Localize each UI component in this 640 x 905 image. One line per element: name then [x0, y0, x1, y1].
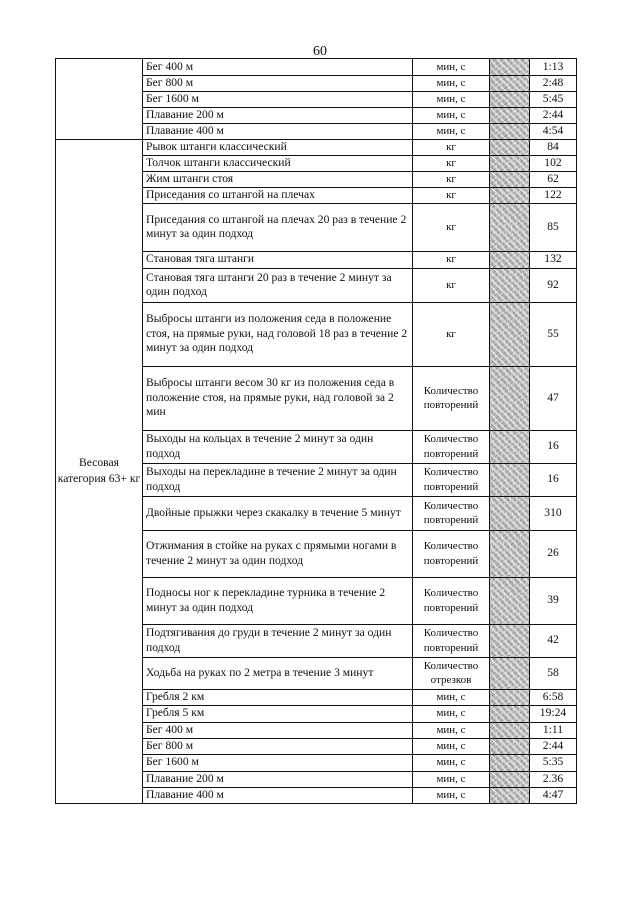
scanned-shading-cell	[490, 787, 530, 803]
unit-cell: Количество повторений	[413, 463, 490, 496]
unit-cell: кг	[413, 203, 490, 251]
unit-cell: мин, с	[413, 705, 490, 722]
unit-cell: Количество повторений	[413, 430, 490, 463]
exercise-name: Двойные прыжки через скакалку в течение 5 минут	[143, 496, 413, 530]
unit-cell: мин, с	[413, 787, 490, 803]
value-cell: 16	[530, 463, 577, 496]
exercise-name: Рывок штанги классический	[143, 140, 413, 156]
unit-cell: мин, с	[413, 76, 490, 92]
unit-cell: мин, с	[413, 689, 490, 705]
value-cell: 2:48	[530, 76, 577, 92]
exercise-name: Плавание 400 м	[143, 124, 413, 140]
unit-cell: кг	[413, 268, 490, 302]
value-cell: 4:54	[530, 124, 577, 140]
exercise-name: Бег 800 м	[143, 738, 413, 754]
value-cell: 6:58	[530, 689, 577, 705]
value-cell: 5:35	[530, 754, 577, 771]
table-row	[56, 59, 577, 76]
scanned-shading-cell	[490, 251, 530, 268]
unit-cell: Количество отрезков	[413, 657, 490, 689]
scanned-shading-cell	[490, 203, 530, 251]
value-cell: 92	[530, 268, 577, 302]
scanned-shading-cell	[490, 124, 530, 140]
exercise-name: Плавание 200 м	[143, 771, 413, 787]
scanned-shading-cell	[490, 92, 530, 108]
unit-cell: Количество повторений	[413, 496, 490, 530]
scanned-shading-cell	[490, 302, 530, 366]
exercise-name: Плавание 400 м	[143, 787, 413, 803]
exercise-name: Выходы на перекладине в течение 2 минут за один подход	[143, 463, 413, 496]
scanned-shading-cell	[490, 722, 530, 738]
unit-cell: кг	[413, 171, 490, 187]
exercise-name: Выходы на кольцах в течение 2 минут за один подход	[143, 430, 413, 463]
unit-cell: мин, с	[413, 108, 490, 124]
scanned-shading-cell	[490, 76, 530, 92]
scanned-shading-cell	[490, 689, 530, 705]
exercise-name: Гребля 5 км	[143, 705, 413, 722]
value-cell: 2.36	[530, 771, 577, 787]
unit-cell: Количество повторений	[413, 530, 490, 577]
exercise-name: Приседания со штангой на плечах 20 раз в течение 2 минут за один подход	[143, 203, 413, 251]
exercise-name: Выбросы штанги из положения седа в положение стоя, на прямые руки, над головой 18 раз в течение 2 минут за один подход	[143, 302, 413, 366]
unit-cell: мин, с	[413, 754, 490, 771]
value-cell: 26	[530, 530, 577, 577]
value-cell: 19:24	[530, 705, 577, 722]
scanned-shading-cell	[490, 108, 530, 124]
exercise-name: Бег 400 м	[143, 722, 413, 738]
scanned-shading-cell	[490, 59, 530, 76]
table-row	[56, 140, 577, 156]
scanned-shading-cell	[490, 496, 530, 530]
unit-cell: кг	[413, 187, 490, 203]
scanned-shading-cell	[490, 624, 530, 657]
scanned-shading-cell	[490, 705, 530, 722]
value-cell: 85	[530, 203, 577, 251]
standards-table	[55, 58, 577, 804]
unit-cell: мин, с	[413, 124, 490, 140]
scanned-shading-cell	[490, 771, 530, 787]
exercise-name: Ходьба на руках по 2 метра в течение 3 минут	[143, 657, 413, 689]
unit-cell: мин, с	[413, 771, 490, 787]
value-cell: 2:44	[530, 738, 577, 754]
unit-cell: Количество повторений	[413, 366, 490, 430]
value-cell: 39	[530, 577, 577, 624]
exercise-name: Бег 400 м	[143, 59, 413, 76]
scanned-shading-cell	[490, 738, 530, 754]
value-cell: 132	[530, 251, 577, 268]
value-cell: 42	[530, 624, 577, 657]
standards-table-wrapper	[55, 58, 577, 804]
scanned-shading-cell	[490, 657, 530, 689]
value-cell: 58	[530, 657, 577, 689]
exercise-name: Приседания со штангой на плечах	[143, 187, 413, 203]
exercise-name: Отжимания в стойке на руках с прямыми ногами в течение 2 минут за один подход	[143, 530, 413, 577]
unit-cell: кг	[413, 302, 490, 366]
value-cell: 4:47	[530, 787, 577, 803]
scanned-shading-cell	[490, 171, 530, 187]
value-cell: 62	[530, 171, 577, 187]
value-cell: 16	[530, 430, 577, 463]
value-cell: 102	[530, 155, 577, 171]
category-cell-previous	[56, 59, 143, 140]
exercise-name: Бег 800 м	[143, 76, 413, 92]
scanned-shading-cell	[490, 155, 530, 171]
scanned-shading-cell	[490, 140, 530, 156]
exercise-name: Бег 1600 м	[143, 754, 413, 771]
unit-cell: Количество повторений	[413, 624, 490, 657]
category-cell-63-plus: Весовая категория 63+ кг	[56, 140, 143, 804]
exercise-name: Бег 1600 м	[143, 92, 413, 108]
unit-cell: мин, с	[413, 738, 490, 754]
value-cell: 84	[530, 140, 577, 156]
exercise-name: Жим штанги стоя	[143, 171, 413, 187]
value-cell: 2:44	[530, 108, 577, 124]
exercise-name: Становая тяга штанги	[143, 251, 413, 268]
exercise-name: Плавание 200 м	[143, 108, 413, 124]
scanned-shading-cell	[490, 530, 530, 577]
unit-cell: кг	[413, 140, 490, 156]
value-cell: 55	[530, 302, 577, 366]
scanned-shading-cell	[490, 577, 530, 624]
exercise-name: Становая тяга штанги 20 раз в течение 2 минут за один подход	[143, 268, 413, 302]
value-cell: 122	[530, 187, 577, 203]
scanned-shading-cell	[490, 430, 530, 463]
value-cell: 1:11	[530, 722, 577, 738]
unit-cell: кг	[413, 251, 490, 268]
scanned-shading-cell	[490, 187, 530, 203]
unit-cell: мин, с	[413, 92, 490, 108]
exercise-name: Гребля 2 км	[143, 689, 413, 705]
value-cell: 310	[530, 496, 577, 530]
scanned-shading-cell	[490, 268, 530, 302]
unit-cell: мин, с	[413, 722, 490, 738]
scanned-shading-cell	[490, 754, 530, 771]
unit-cell: кг	[413, 155, 490, 171]
value-cell: 1:13	[530, 59, 577, 76]
unit-cell: Количество повторений	[413, 577, 490, 624]
unit-cell: мин, с	[413, 59, 490, 76]
value-cell: 5:45	[530, 92, 577, 108]
scanned-shading-cell	[490, 463, 530, 496]
page-number: 60	[313, 44, 327, 59]
exercise-name: Толчок штанги классический	[143, 155, 413, 171]
exercise-name: Подносы ног к перекладине турника в течение 2 минут за один подход	[143, 577, 413, 624]
value-cell: 47	[530, 366, 577, 430]
exercise-name: Выбросы штанги весом 30 кг из положения седа в положение стоя, на прямые руки, над головой за 2 мин	[143, 366, 413, 430]
exercise-name: Подтягивания до груди в течение 2 минут за один подход	[143, 624, 413, 657]
scanned-shading-cell	[490, 366, 530, 430]
